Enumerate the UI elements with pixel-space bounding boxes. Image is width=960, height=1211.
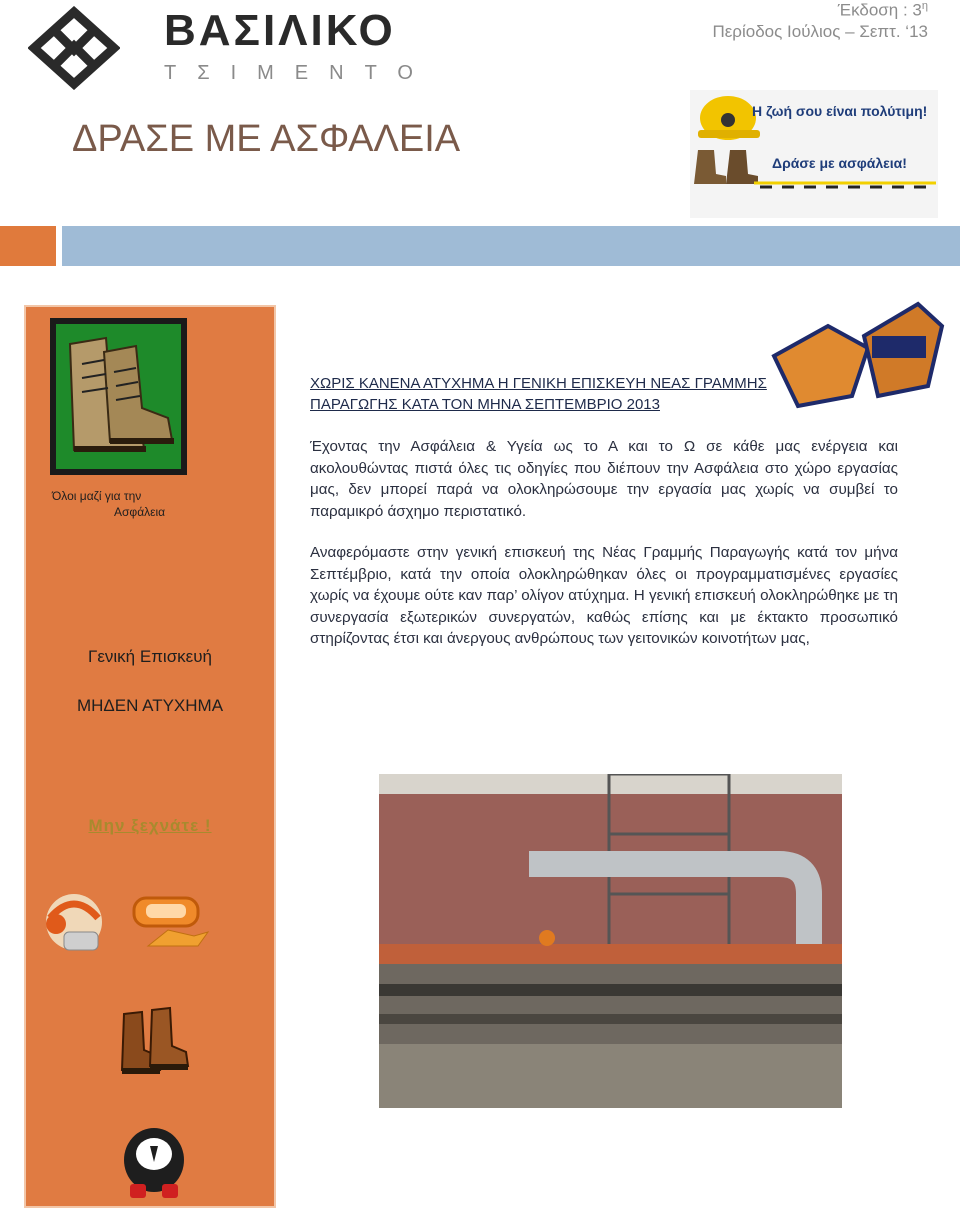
banner-line-2: Δράσε με ασφάλεια!	[772, 155, 907, 171]
boots-card	[56, 324, 181, 469]
work-boots-icon	[56, 324, 181, 469]
edition-text: Έκδοση : 3	[837, 0, 922, 20]
logo-subtitle: ΤΣΙΜΕΝΤΟ	[164, 62, 434, 84]
article-headline: ΧΩΡΙΣ ΚΑΝΕΝΑ ΑΤΥΧΗΜΑ Η ΓΕΝΙΚΗ ΕΠΙΣΚΕΥΗ ΝΕΑΣ ΓΡΑΜΜΗΣ ΠΑΡΑΓΩΓΗΣ ΚΑΤΑ ΤΟΝ ΜΗΝΑ ΣΕΠΤΕΜΒΡΙΟ 2013	[310, 375, 767, 413]
logo-wordmark: ΒΑΣΙΛΙΚΟ	[164, 6, 396, 55]
article-paragraph-1: Έχοντας την Ασφάλεια & Υγεία ως το Α και το Ω σε κάθε μας ενέργεια και ακολουθώντας πιστά όλες τις οδηγίες που διέπουν την Ασφάλεια στο χώρο εργασίας μας, δεν μπορεί παρά να ολοκληρώσουμε την εργασία μας χωρίς να συμβεί το παραμικρό άσχημο περιστατικό.	[310, 438, 898, 520]
sidebar-reminder: Μην ξεχνάτε !	[88, 816, 212, 835]
edition-label	[838, 0, 928, 21]
sidebar-caption-line-2: Ασφάλεια	[114, 505, 166, 519]
sidebar-heading-zero-accidents: ΜΗΔΕΝ ΑΤΥΧΗΜΑ	[76, 696, 224, 715]
accent-bar-orange	[0, 226, 56, 266]
period-label: Περίοδος Ιούλιος – Σεπτ. ‘13	[712, 22, 928, 41]
company-logo-icon	[28, 6, 120, 90]
accent-bar-blue	[62, 226, 960, 266]
work-gloves-icon	[768, 296, 946, 414]
safety-boots-icon	[112, 1004, 196, 1080]
sidebar-heading-repair: Γενική Επισκευή	[87, 647, 213, 666]
page-title: ΔΡΑΣΕ ΜΕ ΑΣΦΑΛΕΙΑ	[72, 118, 461, 160]
edition-superscript: η	[921, 0, 928, 12]
plant-repair-photo	[379, 774, 842, 1108]
article-paragraph-2: Αναφερόμαστε στην γενική επισκευή της Νέας Γραμμής Παραγωγής κατά τον μήνα Σεπτέμβριο, κατά την οποία ολοκληρώθηκαν όλες οι προγραμματισμένες εργασίες χωρίς να έχουμε ούτε καν παρ’ ολίγον ατύχημα. Η γενική επισκευή ολοκληρώθηκε με τη συνεργασία εξωτερικών συνεργατών, καθώς επίσης και με έκτακτο προσωπικό στηρίζοντας έτσι και άνεργους ανθρώπους των γειτονικών κοινοτήτων μας,	[310, 544, 898, 648]
gas-mask-icon	[110, 1124, 194, 1204]
ear-protection-icon	[40, 888, 110, 956]
sidebar-caption-line-1: Όλοι μαζί για την	[52, 489, 142, 503]
banner-line-1: Η ζωή σου είναι πολύτιμη!	[752, 103, 928, 119]
goggles-gloves-icon	[128, 892, 214, 956]
